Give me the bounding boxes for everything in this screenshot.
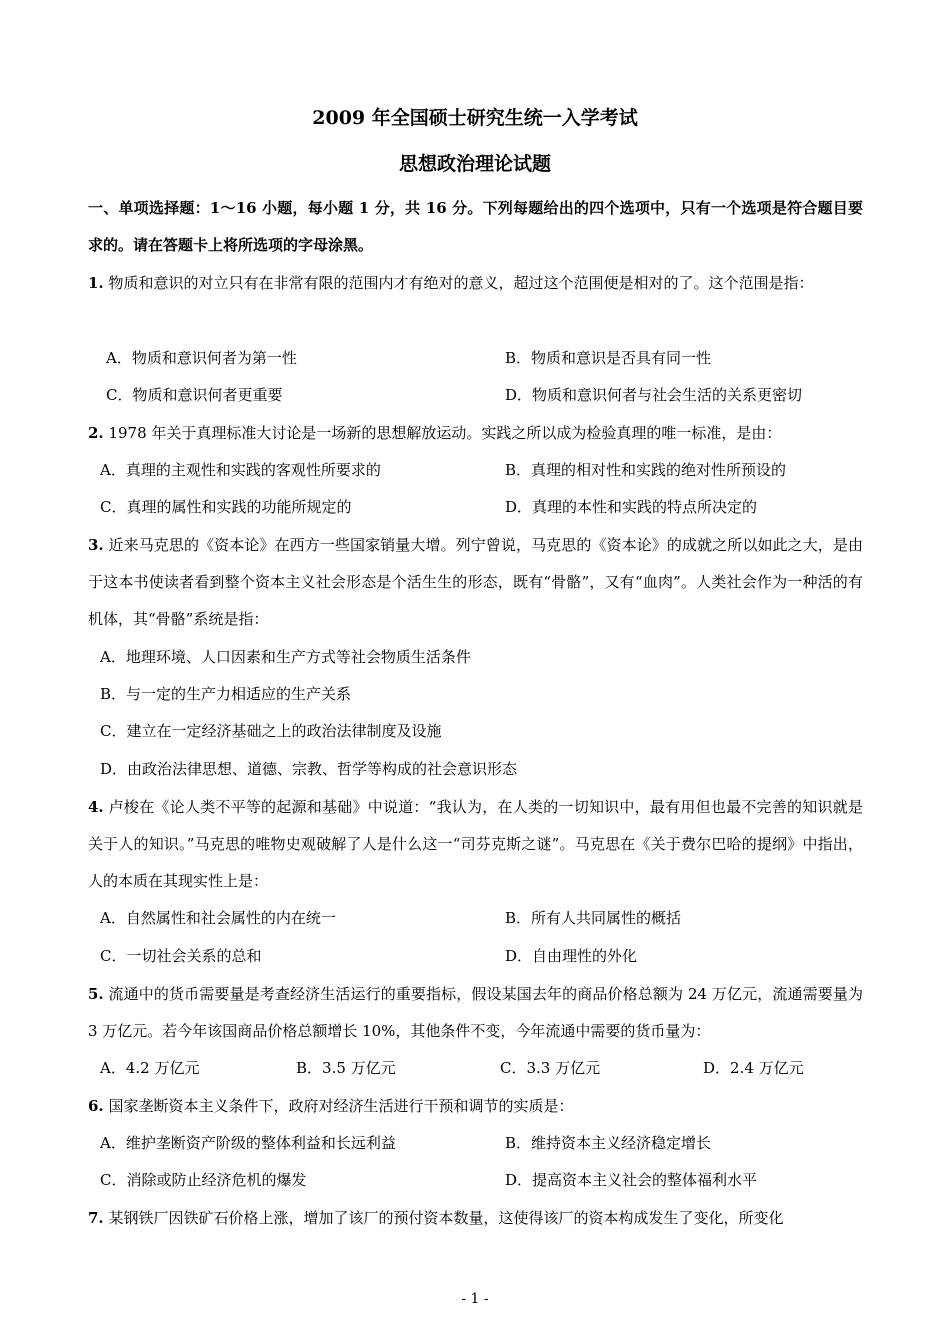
question-number: 2. [88, 424, 104, 442]
option-d: D．提高资本主义社会的整体福利水平 [505, 1171, 758, 1189]
section-instructions: 一、单项选择题：1～16 小题，每小题 1 分，共 16 分。下列每题给出的四个选项中，只有一个选项是符合题目要求的。请在答题卡上将所选项的字母涂黑。 [88, 199, 863, 254]
option-c: C．建立在一定经济基础之上的政治法律制度及设施 [100, 722, 442, 740]
option-c: C．3.3 万亿元 [500, 1059, 601, 1077]
option-c: C．消除或防止经济危机的爆发 [100, 1171, 307, 1189]
page-number: - 1 - [461, 1291, 489, 1307]
option-a: A．物质和意识何者为第一性 [106, 349, 297, 367]
option-d: D．物质和意识何者与社会生活的关系更密切 [505, 386, 803, 404]
question-number: 4. [88, 798, 104, 816]
question-text: 1978 年关于真理标准大讨论是一场新的思想解放运动。实践之所以成为检验真理的唯一标准，是由： [103, 424, 782, 442]
exam-title: 2009 年全国硕士研究生统一入学考试 [312, 107, 638, 129]
question-number: 1. [88, 274, 104, 292]
question-text: 卢梭在《论人类不平等的起源和基础》中说道：“我认为，在人类的一切知识中，最有用但也最不完善的知识就是关于人的知识。”马克思的唯物史观破解了人是什么这一“司芬克斯之谜”。马克思在《关于费尔巴哈的提纲》中指出，人的本质在其现实性上是： [88, 798, 863, 890]
question-number: 5. [88, 985, 104, 1003]
option-b: B．物质和意识是否具有同一性 [505, 349, 712, 367]
question-5 [88, 976, 863, 1050]
option-c: C．物质和意识何者更重要 [106, 386, 283, 404]
option-a: A．自然属性和社会属性的内在统一 [100, 909, 336, 927]
question-text: 流通中的货币需要量是考查经济生活运行的重要指标，假设某国去年的商品价格总额为 24 万亿元，流通需要量为 3 万亿元。若今年该国商品价格总额增长 10%，其他条件不变，今年流通中需要的货币量为： [88, 985, 863, 1040]
option-b: B．真理的相对性和实践的绝对性所预设的 [505, 461, 787, 479]
question-2 [88, 415, 863, 452]
option-d: D．2.4 万亿元 [703, 1059, 804, 1077]
option-a: A．地理环境、人口因素和生产方式等社会物质生活条件 [100, 648, 471, 666]
question-4 [88, 789, 863, 900]
question-text: 某钢铁厂因铁矿石价格上涨，增加了该厂的预付资本数量，这使得该厂的资本构成发生了变化，所变化 [103, 1209, 784, 1227]
option-a: A．维护垄断资产阶级的整体利益和长远利益 [100, 1134, 396, 1152]
option-d: D．由政治法律思想、道德、宗教、哲学等构成的社会意识形态 [100, 760, 518, 778]
option-b: B．3.5 万亿元 [296, 1059, 396, 1077]
question-text: 国家垄断资本主义条件下，政府对经济生活进行干预和调节的实质是： [103, 1097, 574, 1115]
question-text: 物质和意识的对立只有在非常有限的范围内才有绝对的意义，超过这个范围便是相对的了。这个范围是指： [103, 274, 814, 292]
question-6 [88, 1088, 863, 1125]
option-d: D．真理的本性和实践的特点所决定的 [505, 498, 758, 516]
option-c: C．一切社会关系的总和 [100, 947, 262, 965]
option-b: B．与一定的生产力相适应的生产关系 [100, 685, 352, 703]
question-number: 6. [88, 1097, 104, 1115]
question-1 [88, 265, 863, 302]
question-number: 7. [88, 1209, 104, 1227]
option-b: B．所有人共同属性的概括 [505, 909, 682, 927]
option-d: D．自由理性的外化 [505, 947, 638, 965]
option-b: B．维持资本主义经济稳定增长 [505, 1134, 712, 1152]
exam-subtitle: 思想政治理论试题 [398, 153, 551, 175]
question-3 [88, 527, 863, 638]
option-a: A．4.2 万亿元 [100, 1059, 200, 1077]
question-text: 近来马克思的《资本论》在西方一些国家销量大增。列宁曾说，马克思的《资本论》的成就之所以如此之大，是由于这本书使读者看到整个资本主义社会形态是个活生生的形态，既有“骨骼”，又有“血肉”。人类社会作为一种活的有机体，其“骨骼”系统是指： [88, 536, 863, 628]
question-7 [88, 1200, 863, 1237]
question-number: 3. [88, 536, 104, 554]
option-c: C．真理的属性和实践的功能所规定的 [100, 498, 352, 516]
option-a: A．真理的主观性和实践的客观性所要求的 [100, 461, 381, 479]
